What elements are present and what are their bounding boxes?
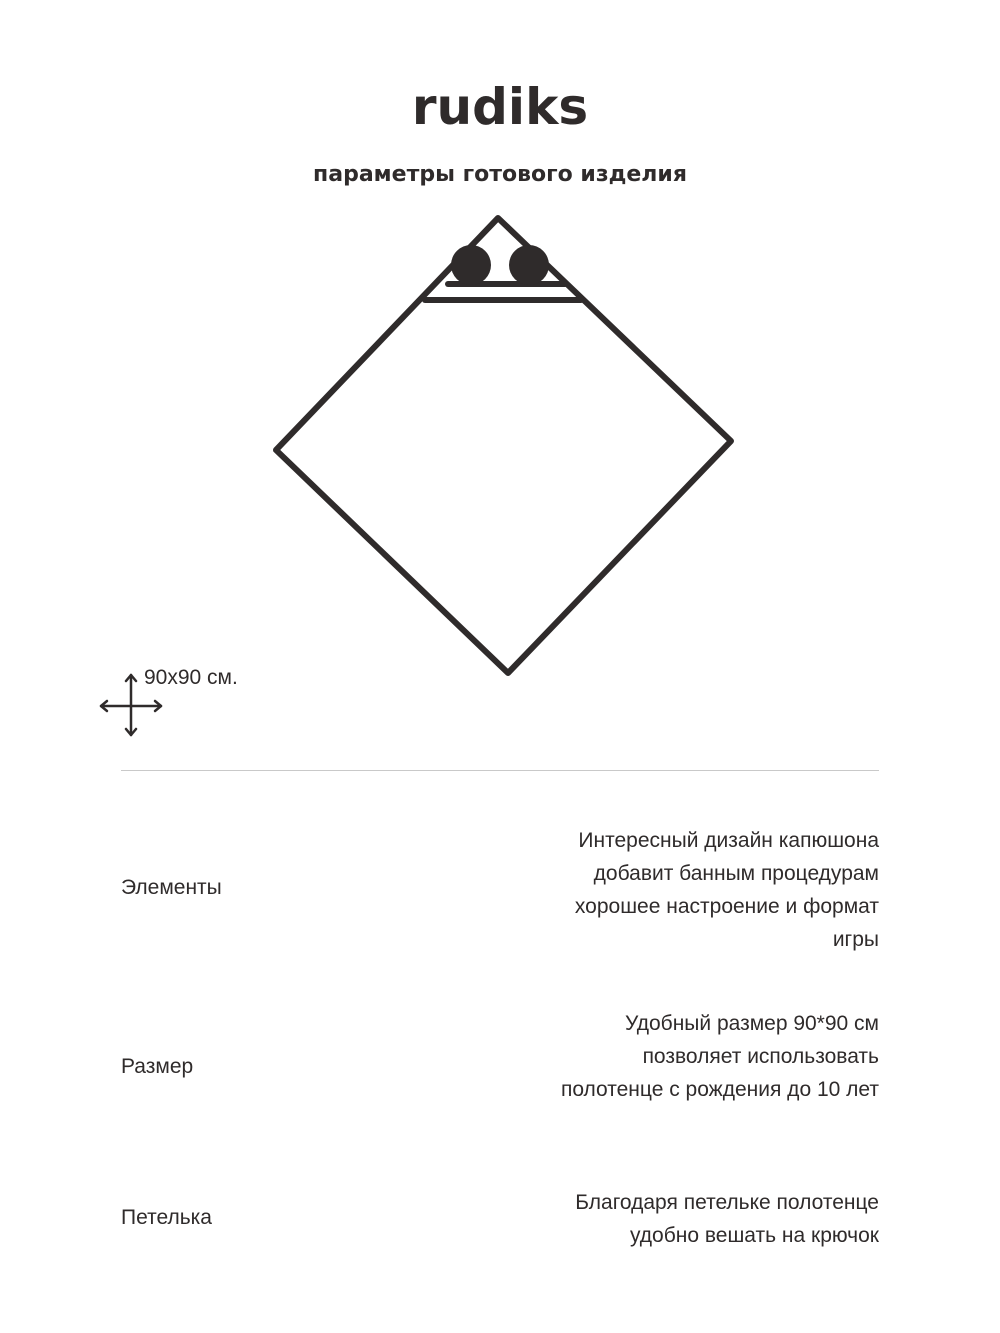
brand-logo: rudiks (411, 78, 589, 136)
page-subtitle: параметры готового изделия (313, 162, 687, 187)
feature-text-line: добавит банным процедурам (593, 862, 879, 885)
section-divider (121, 770, 879, 771)
feature-label-elements: Элементы (121, 876, 222, 899)
feature-text-elements (575, 824, 879, 956)
feature-text-line: Удобный размер 90*90 см (625, 1012, 879, 1035)
feature-text-line: Интересный дизайн капюшона (578, 829, 879, 852)
feature-text-line: игры (832, 928, 879, 951)
feature-label-loop: Петелька (121, 1206, 212, 1229)
hood-ear-left (451, 245, 491, 285)
feature-text-line: удобно вешать на крючок (629, 1224, 879, 1247)
feature-text-size (561, 1007, 879, 1106)
feature-text-line: позволяет использовать (642, 1045, 879, 1068)
feature-label-size: Размер (121, 1055, 194, 1078)
hood-ear-right (509, 245, 549, 285)
size-label: 90х90 см. (144, 666, 238, 689)
feature-text-line: полотенце с рождения до 10 лет (560, 1078, 879, 1101)
feature-text-line: Благодаря петельке полотенце (575, 1191, 879, 1214)
feature-text-loop (575, 1186, 879, 1252)
feature-text-line: хорошее настроение и формат (574, 895, 879, 918)
